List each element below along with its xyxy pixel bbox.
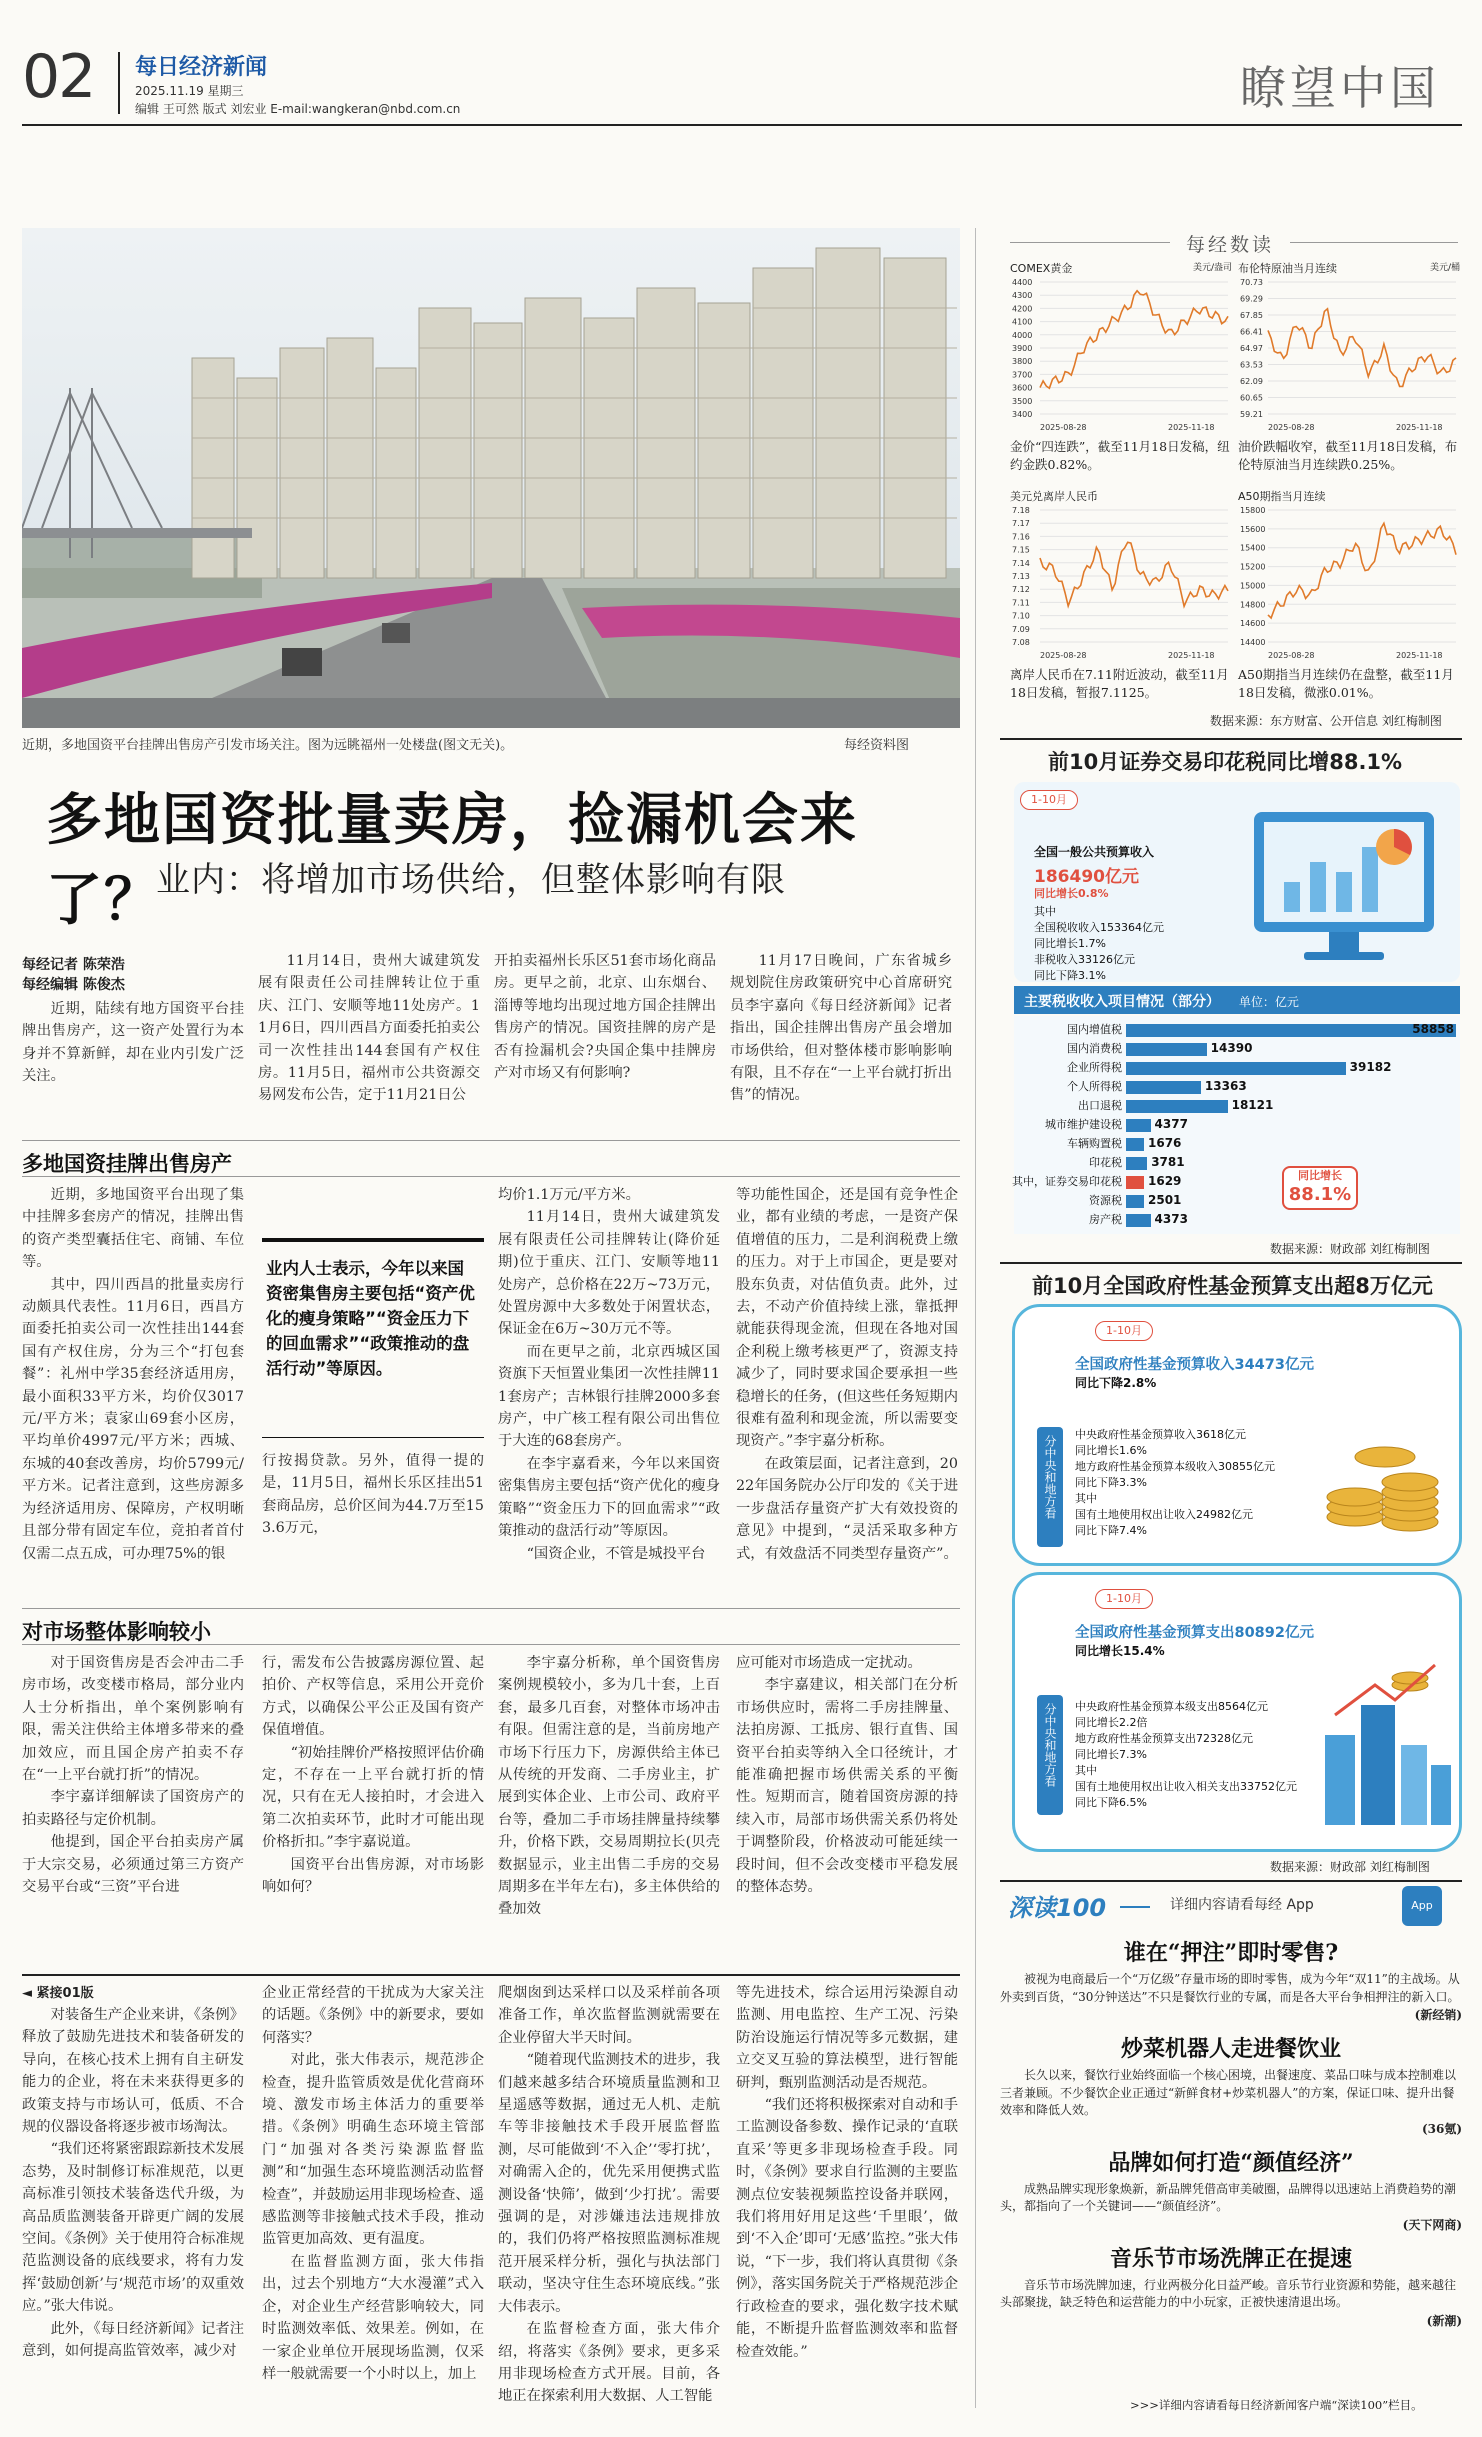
- story-list: [1000, 1936, 1462, 2336]
- deep-brand-rule: [1120, 1906, 1150, 1908]
- editor-line: 编辑 王可然 版式 刘宏业 E-mail:wangkeran@nbd.com.cn: [135, 102, 461, 116]
- tax-source: 数据来源：财政部 刘红梅制图: [1270, 1242, 1430, 1256]
- bar-category-label: 资源税: [1089, 1194, 1122, 1207]
- bar-value-label: 18121: [1231, 1098, 1274, 1112]
- tax-bar-header: [1014, 986, 1460, 1014]
- chart-svg: [1010, 504, 1232, 664]
- cont-col-4: [736, 1982, 958, 2363]
- bar: [1126, 1176, 1144, 1189]
- photo-caption: 近期，多地国资平台挂牌出售房产引发市场关注。图为远眺福州一处楼盘(图文无关)。: [22, 738, 514, 753]
- y-tick-label: 4200: [1012, 304, 1033, 314]
- fund-line: 中央政府性基金预算收入3618亿元: [1075, 1428, 1246, 1441]
- y-tick-label: 14800: [1240, 600, 1266, 610]
- y-tick-label: 7.15: [1012, 545, 1030, 555]
- side-label-box: [1037, 1695, 1063, 1815]
- fund-line: 地方政府性基金预算支出72328亿元: [1075, 1732, 1253, 1745]
- chart-panel-oil: [1238, 260, 1460, 492]
- masthead-divider-vertical: [118, 52, 120, 114]
- story-source: (天下网商): [1402, 2217, 1462, 2232]
- body-paragraph: 李宇嘉建议，相关部门在分析市场供应时，需将二手房挂牌量、法拍房源、工抵房、银行直售、国资平台拍卖等纳入全口径统计，才能准确把握市场供需关系的平衡性。短期而言，随着国资房源的持续入市，局部市场供需关系仍将处于调整阶段，价格波动可能延续一段时间，但不会改变楼市平稳发展的整体态势。: [736, 1677, 958, 1896]
- tax-period-badge: 1-10月: [1020, 790, 1078, 810]
- series-line: [1040, 542, 1228, 606]
- paper-name: 每日经济新闻: [135, 55, 268, 80]
- fund-line: 同比增长1.6%: [1075, 1444, 1147, 1457]
- app-icon-label: App: [1411, 1899, 1433, 1912]
- y-tick-label: 60.65: [1240, 393, 1263, 403]
- intro-paragraph: 开拍卖福州长乐区51套市场化商品房。更早之前，北京、山东烟台、淄博等地均出现过地方国企挂牌出售房产的情况。国资挂牌的房产是否有捡漏机会?央国企集中挂牌房产对市场又有何影响?: [494, 953, 716, 1082]
- masthead-rule: [22, 124, 1462, 126]
- fund-line: 同比增长2.2倍: [1075, 1716, 1148, 1729]
- fund-line: 国有土地使用权出让收入24982亿元: [1075, 1508, 1253, 1521]
- story-text: 长久以来，餐饮行业始终面临一个核心困境，出餐速度、菜品口味与成本控制难以三者兼顾。不少餐饮企业正通过“新鲜食材+炒菜机器人”的方案，保证口味、提升出餐效率和降低人效。: [1000, 2068, 1457, 2117]
- body-paragraph: 对此，张大伟表示，规范涉企检查，提升监管质效是优化营商环境、激发市场主体活力的重要举措。《条例》明确生态环境主管部门“加强对各类污染源监督监测”和“加强生态环境监测活动监督检查”，并鼓励运用非现场检查、遥感监测等非接触式技术手段，推动监管更加高效、更有温度。: [262, 2052, 484, 2248]
- y-tick-label: 69.29: [1240, 294, 1263, 304]
- headline: 多地国资批量卖房，捡漏机会来了？: [46, 787, 858, 933]
- right-rule: [1000, 1880, 1462, 1882]
- bar-value-label: 2501: [1148, 1193, 1182, 1207]
- bar-value-label: 39182: [1349, 1060, 1392, 1074]
- y-tick-label: 62.09: [1240, 377, 1263, 386]
- bar-category-label: 城市维护建设税: [1045, 1118, 1122, 1131]
- editor-byline: 每经编辑 陈俊杰: [22, 977, 125, 993]
- story-title: 品牌如何打造“颜值经济”: [1108, 2149, 1354, 2176]
- y-tick-label: 7.09: [1012, 624, 1030, 634]
- photo-credit: 每经资料图: [844, 738, 910, 753]
- body-paragraph: 企业正常经营的干扰成为大家关注的话题。《条例》中的新要求，要如何落实？: [262, 1985, 484, 2046]
- body-paragraph: 11月14日，贵州大诚建筑发展有限责任公司挂牌转让(降价延期)位于重庆、江门、安顺等地11处房产，总价格在22万~73万元，处置房源中大多数处于闲置状态，保证金在6万~30万元不等。: [498, 1209, 720, 1338]
- story-item[interactable]: [1000, 2242, 1462, 2330]
- tax-sub-item: 同比增长1.7%: [1034, 937, 1106, 950]
- body-paragraph: 对于国资售房是否会冲击二手房市场，改变楼市格局，部分业内人士分析指出，单个案例影响有限，需关注供给主体增多带来的叠加效应，而且国企房产拍卖不存在“一上平台就打折”的情况。: [22, 1655, 244, 1784]
- chart-unit: 美元/盎司: [1192, 263, 1232, 273]
- tax-sub-item: 同比下降3.1%: [1034, 969, 1106, 982]
- fund-line: 同比下降3.3%: [1075, 1476, 1147, 1489]
- chart-note: 金价“四连跌”，截至11月18日发稿，纽约金跌0.82%。: [1010, 439, 1230, 472]
- tax-title: 前10月证券交易印花税同比增88.1%: [1048, 750, 1403, 774]
- bar: [1126, 1214, 1151, 1227]
- y-tick-label: 4400: [1012, 278, 1033, 287]
- y-tick-label: 7.16: [1012, 532, 1030, 542]
- y-tick-label: 7.14: [1012, 558, 1030, 568]
- bar: [1126, 1081, 1201, 1094]
- body-paragraph: 在李宇嘉看来，今年以来国资密集售房主要包括“资产优化的瘦身策略”“资金压力下的回血需求”“政策推动的盘活行动”等原因。: [498, 1455, 720, 1540]
- body-paragraph: “我们还将积极探索对自动和手工监测设备参数、操作记录的‘直联直采’等更多非现场检查手段。同时，《条例》要求自行监测的主要监测点位安装视频监控设备并联网，我们将用好用足这些‘千里眼’，做到‘不入企’即可‘无感’监控。”张大伟说，“下一步，我们将认真贯彻《条例》，落实国务院关于严格规范涉企行政检查的要求，强化数字技术赋能，不断提升监督监测效率和监督检查效能。”: [736, 2097, 958, 2360]
- intro-paragraph: 11月14日，贵州大诚建筑发展有限责任公司挂牌转让位于重庆、江门、安顺等地11处房产。11月6日，四川西昌方面委托拍卖公司一次性挂出144套国有产权住房。11月5日，福州市公共资源交易网发布公告，定于11月21日公: [258, 953, 480, 1104]
- masthead: [0, 0, 1482, 130]
- side-label: 分中央和地方看: [1043, 1703, 1057, 1787]
- column-divider: [975, 228, 976, 2408]
- fund-line: 其中: [1075, 1764, 1097, 1777]
- tax-main-growth: 同比增长0.8%: [1034, 887, 1109, 900]
- body-paragraph: 国资平台出售房源，对市场影响如何？: [262, 1856, 484, 1896]
- bar-category-label: 印花税: [1089, 1156, 1122, 1169]
- fund-line: 同比下降7.4%: [1075, 1524, 1147, 1537]
- bar: [1126, 1157, 1147, 1170]
- fund-line: 国有土地使用权出让收入相关支出33752亿元: [1075, 1780, 1297, 1793]
- y-tick-label: 15600: [1240, 524, 1266, 534]
- bar-category-label: 出口退税: [1078, 1099, 1122, 1112]
- body-paragraph: “初始挂牌价严格按照评估价确定，不存在一上平台就打折的情况，只有在无人接拍时，才会进入第二次拍卖环节，此时才可能出现价格折扣。”李宇嘉说道。: [262, 1744, 484, 1851]
- sec2-col-4: [736, 1652, 958, 1898]
- series-line: [1040, 291, 1228, 388]
- y-tick-label: 3600: [1012, 383, 1033, 393]
- y-tick-label: 3400: [1012, 410, 1033, 419]
- intro-paragraph: 11月17日晚间，广东省城乡规划院住房政策研究中心首席研究员李宇嘉向《每日经济新闻》记者指出，国企挂牌出售房产虽会增加市场供给，但对整体楼市影响影响有限，且不存在“一上平台就打折出售”的情况。: [730, 953, 952, 1104]
- bar: [1126, 1043, 1207, 1056]
- body-paragraph: 等功能性国企，还是国有竞争性企业，都有业绩的考虑，一是资产保值增值的压力，二是利润税费上缴的压力。对于上市国企，更是要对股东负责，对估值负责。此外，过去，不动产价值持续上涨，靠抵押就能获得现金流，但现在各地对国企利税上缴考核更严了，资源支持减少了，同时要求国企要承担一些稳增长的任务，(但这些任务短期内很难有盈利和现金流，所以需要变现资产。”李宇嘉分析称。: [736, 1187, 958, 1450]
- body-paragraph: 爬烟囱到达采样口以及采样前各项准备工作，单次监督监测就需要在企业停留大半天时间。: [498, 1985, 720, 2046]
- sec2-col-2: [262, 1652, 484, 1898]
- pullquote-text: 业内人士表示，今年以来国资密集售房主要包括“资产优化的瘦身策略”“资金压力下的回血需求”“政策推动的盘活行动”等原因。: [266, 1259, 475, 1378]
- bar-value-label: 13363: [1204, 1079, 1247, 1093]
- deep-brand: 深读100: [1008, 1894, 1107, 1922]
- chart-panel-gold: [1010, 260, 1232, 492]
- chart-title: 布伦特原油当月连续: [1238, 262, 1337, 275]
- x-tick-label: 2025-08-28: [1268, 423, 1315, 432]
- tax-main-value: 186490亿元: [1034, 867, 1139, 887]
- body-paragraph: 此外，《每日经济新闻》记者注意到，如何提高监管效率，减少对: [22, 2320, 244, 2360]
- chart-unit: 美元/桶: [1429, 263, 1460, 273]
- body-paragraph: 在监督检查方面，张大伟介绍，将落实《条例》要求，更多采用非现场检查方式开展。目前，各地正在探索利用大数据、人工智能: [498, 2321, 720, 2405]
- y-tick-label: 7.18: [1012, 506, 1030, 515]
- tax-bar-chart: [1014, 1016, 1460, 1234]
- body-paragraph: “随着现代监测技术的进步，我们越来越多结合环境质量监测和卫星遥感等数据，通过无人机、走航车等非接触技术手段开展监督监测，尽可能做到‘不入企’‘零打扰’，对确需入企的，优先采用便携式监测设备‘快筛’，做到‘少打扰’。需要强调的是，对涉嫌违法违规排放的，我们仍将严格按照监测标准规范开展采样分析，强化与执法部门联动，坚决守住生态环境底线。”张大伟表示。: [498, 2052, 720, 2315]
- body-paragraph: 其中，四川西昌的批量卖房行动颇具代表性。11月6日，西昌方面委托拍卖公司一次性挂出144套国有产权住房，分为三个“打包套餐”：礼州中学35套经济适用房，最小面积33平方米，均价仅3017元/平方米；袁家山69套小区房，平均单价4997元/平方米；西城、东城的40套改善房，均价5799元/平方米。记者注意到，这些房源多为经济适用房、保障房，产权明晰且部分带有固定车位，竞拍者首付仅需二点五成，可办理75%的银: [22, 1276, 244, 1562]
- bar-value-label: 58858: [1412, 1022, 1454, 1036]
- x-tick-label: 2025-08-28: [1040, 423, 1087, 432]
- y-tick-label: 63.53: [1240, 360, 1263, 370]
- body-paragraph: 对装备生产企业来讲，《条例》释放了鼓励先进技术和装备研发的导向，在核心技术上拥有自主研发能力的企业，将在未来获得更多的政策支持与市场认可，低质、不合规的仪器设备将逐步被市场淘汰。: [22, 2007, 244, 2136]
- chart-title: COMEX黄金: [1010, 262, 1073, 275]
- side-label: 分中央和地方看: [1043, 1435, 1057, 1519]
- y-tick-label: 7.10: [1012, 611, 1030, 621]
- fund-income-box: [1012, 1304, 1462, 1566]
- fund-period-badge: 1-10月: [1095, 1589, 1153, 1609]
- fund-income-head: 全国政府性基金预算收入34473亿元: [1075, 1357, 1314, 1373]
- body-paragraph: “国资企业，不管是城投平台: [526, 1545, 706, 1562]
- x-tick-label: 2025-08-28: [1040, 651, 1087, 660]
- chart-svg: [1238, 276, 1460, 436]
- deep-prompt: 详细内容请看每经 App: [1170, 1897, 1314, 1913]
- chart-note: 油价跌幅收窄，截至11月18日发稿，布伦特原油当月连续跌0.25%。: [1238, 439, 1458, 472]
- section-title-2: 对市场整体影响较小: [22, 1620, 211, 1644]
- fund-line: 同比增长7.3%: [1075, 1748, 1147, 1761]
- y-tick-label: 15400: [1240, 543, 1266, 553]
- y-tick-label: 59.21: [1240, 410, 1263, 419]
- growth-callout-label: 同比增长: [1298, 1169, 1342, 1182]
- deep-footer[interactable]: >>>详细内容请看每日经济新闻客户端“深读100”栏目。: [1130, 2398, 1423, 2412]
- city-skyline-illustration: [22, 228, 960, 728]
- tax-main-label: 全国一般公共预算收入: [1034, 845, 1155, 859]
- story-source: (新潮): [1426, 2313, 1462, 2328]
- section-rule: [22, 1140, 960, 1141]
- y-tick-label: 3700: [1012, 370, 1033, 380]
- sec1-col-3: [498, 1184, 720, 1565]
- tax-sub-item: 全国税收收入153364亿元: [1034, 921, 1164, 934]
- page-number: 02: [22, 42, 95, 112]
- tax-bar-title: 主要税收收入项目情况（部分）: [1024, 994, 1220, 1010]
- x-tick-label: 2025-11-18: [1396, 651, 1443, 660]
- right-rule: [1000, 1262, 1462, 1264]
- x-tick-label: 2025-11-18: [1168, 423, 1215, 432]
- reading-header: 每经数读: [1186, 234, 1275, 256]
- y-tick-label: 70.73: [1240, 278, 1263, 287]
- bar: [1126, 1100, 1228, 1113]
- body-paragraph: 而在更早之前，北京西城区国资旗下天恒置业集团一次性挂牌111套房产；吉林银行挂牌2000多套房产，中广核工程有限公司出售位于大连的68套房产。: [498, 1343, 720, 1450]
- story-text: 成熟品牌实现形象焕新，新品牌凭借高审美破圈，品牌得以迅速站上消费趋势的潮头，都指向了一个关键词——“颜值经济”。: [1000, 2181, 1457, 2213]
- y-tick-label: 67.85: [1240, 311, 1263, 320]
- coins-icon: [1315, 1397, 1455, 1547]
- pullquote-box: [262, 1238, 484, 1438]
- subheadline: 业内：将增加市场供给，但整体影响有限: [156, 860, 786, 900]
- y-tick-label: 7.17: [1012, 519, 1030, 529]
- sec1-col-2: [262, 1450, 484, 1540]
- body-paragraph: 在政策层面，记者注意到，2022年国务院办公厅印发的《关于进一步盘活存量资产扩大有效投资的意见》中提到，“灵活采取多种方式，有效盘活不同类型存量资产”。: [736, 1455, 958, 1562]
- bar-category-label: 国内消费税: [1067, 1042, 1122, 1055]
- fund-expense-growth: 同比增长15.4%: [1075, 1644, 1165, 1658]
- section-rule: [22, 1644, 960, 1645]
- y-tick-label: 3500: [1012, 396, 1033, 406]
- body-paragraph: 均价1.1万元/平方米。: [498, 1187, 640, 1203]
- story-item[interactable]: [1000, 2032, 1462, 2138]
- bar-value-label: 4377: [1154, 1117, 1188, 1131]
- fund-source: 数据来源：财政部 刘红梅制图: [1270, 1860, 1430, 1874]
- fund-expense-head: 全国政府性基金预算支出80892亿元: [1075, 1625, 1314, 1641]
- bar-category-label: 个人所得税: [1067, 1080, 1122, 1093]
- story-source: (36氪): [1421, 2121, 1462, 2136]
- tax-bar-unit: 单位：亿元: [1238, 995, 1299, 1009]
- monitor-chart-illustration: [1234, 792, 1454, 977]
- story-source: (新经销): [1414, 2008, 1462, 2022]
- bar-category-label: 国内增值税: [1067, 1023, 1122, 1036]
- buildings-icon: [1315, 1645, 1455, 1835]
- cont-col-1: [22, 2004, 244, 2363]
- y-tick-label: 4300: [1012, 291, 1033, 301]
- body-paragraph: “我们还将紧密跟踪新技术发展态势，及时制修订标准规范，以更高标准引领技术装备迭代升级，为高品质监测装备开辟更广阔的发展空间。《条例》关于使用符合标准规范监测设备的底线要求，将有力发挥‘鼓励创新’与‘规范市场’的双重效应。”张大伟说。: [22, 2141, 244, 2315]
- app-qr-icon[interactable]: [1402, 1886, 1442, 1926]
- y-tick-label: 7.12: [1012, 585, 1030, 595]
- body-paragraph: 行，需发布公告披露房源位置、起拍价、产权等信息，采用公开竞价方式，以确保公平公正及国有资产保值增值。: [262, 1655, 484, 1739]
- y-tick-label: 7.11: [1012, 598, 1030, 608]
- continued-label: ◄ 紧接01版: [22, 1986, 94, 2001]
- lead-photo: [22, 228, 960, 728]
- intro-col-3: [494, 950, 716, 1084]
- y-tick-label: 7.08: [1012, 638, 1030, 647]
- right-rule: [1000, 738, 1462, 740]
- section-rule: [22, 1608, 960, 1609]
- body-paragraph: 应可能对市场造成一定扰动。: [736, 1655, 922, 1671]
- fund-title: 前10月全国政府性基金预算支出超8万亿元: [1032, 1274, 1433, 1298]
- bar-value-label: 14390: [1210, 1041, 1253, 1055]
- bar-value-label: 4373: [1154, 1212, 1188, 1226]
- bar: [1126, 1195, 1144, 1208]
- story-item[interactable]: [1000, 2146, 1462, 2234]
- bar: [1126, 1119, 1151, 1132]
- reading-header-rule: [1010, 242, 1170, 243]
- y-tick-label: 15200: [1240, 562, 1266, 572]
- cont-col-3: [498, 1982, 720, 2408]
- chart-svg: [1238, 504, 1460, 664]
- continued-text: 紧接01版: [36, 1986, 94, 2001]
- section-title-1: 多地国资挂牌出售房产: [22, 1152, 232, 1176]
- y-tick-label: 14600: [1240, 619, 1266, 629]
- y-tick-label: 15000: [1240, 581, 1266, 591]
- fund-line: 同比下降6.5%: [1075, 1796, 1147, 1809]
- chart-title: A50期指当月连续: [1238, 490, 1326, 503]
- section-name: 瞭望中国: [1240, 61, 1440, 115]
- x-tick-label: 2025-08-28: [1268, 651, 1315, 660]
- fund-line: 地方政府性基金预算本级收入30855亿元: [1075, 1460, 1275, 1473]
- continued-rule: [22, 1974, 960, 1976]
- body-paragraph: 李宇嘉详细解读了国资房产的拍卖路径与定价机制。: [22, 1789, 244, 1828]
- y-tick-label: 3900: [1012, 344, 1033, 353]
- bar-value-label: 3781: [1151, 1155, 1185, 1169]
- bar-category-label: 企业所得税: [1067, 1061, 1122, 1074]
- fund-income-growth: 同比下降2.8%: [1075, 1376, 1157, 1390]
- bar-value-label: 1629: [1148, 1174, 1182, 1188]
- body-paragraph: 他提到，国企平台拍卖房产属于大宗交易，必须通过第三方资产交易平台或“三资”平台进: [22, 1834, 244, 1896]
- bar-value-label: 1676: [1148, 1136, 1182, 1150]
- growth-callout: [1282, 1166, 1358, 1210]
- story-title: 谁在“押注”即时零售?: [1123, 1940, 1339, 1966]
- chart-note: A50期指当月连续仍在盘整，截至11月18日发稿，微涨0.01%。: [1238, 667, 1454, 700]
- body-paragraph: 行按揭贷款。另外，值得一提的是，11月5日，福州长乐区挂出51套商品房，总价区间为44.7万至153.6万元，: [262, 1453, 484, 1537]
- y-tick-label: 66.41: [1240, 327, 1263, 337]
- body-paragraph: 在监督监测方面，张大伟指出，过去个别地方“大水漫灌”式入企，对企业生产经营影响较大，同时监测效率低、效果差。例如，在一家企业单位开展现场监测，仅采样一般就需要一个小时以上，加上: [262, 2253, 484, 2382]
- intro-col-1: [22, 998, 244, 1088]
- bar-category-label: 其中，证券交易印花税: [1012, 1175, 1122, 1188]
- y-tick-label: 14400: [1240, 638, 1266, 647]
- chart-title: 美元兑离岸人民币: [1010, 490, 1098, 503]
- reporter-byline: 每经记者 陈荣浩: [22, 957, 125, 973]
- y-tick-label: 4100: [1012, 317, 1033, 327]
- story-title: 炒菜机器人走进餐饮业: [1120, 2036, 1341, 2062]
- side-label-box: [1037, 1427, 1063, 1547]
- fund-period-badge: 1-10月: [1095, 1321, 1153, 1341]
- bar: [1126, 1138, 1144, 1151]
- x-tick-label: 2025-11-18: [1168, 651, 1215, 660]
- intro-paragraph: 近期，陆续有地方国资平台挂牌出售房产，这一资产处置行为本身并不算新鲜，却在业内引发广泛关注。: [22, 1001, 244, 1085]
- sec1-col-1: [22, 1184, 244, 1565]
- body-paragraph: 等先进技术，综合运用污染源自动监测、用电监控、生产工况、污染防治设施运行情况等多元数据，建立交叉互验的算法模型，进行智能研判，甄别监测活动是否规范。: [736, 1985, 958, 2091]
- sec1-col-4: [736, 1184, 958, 1565]
- section-rule: [22, 1176, 960, 1177]
- y-tick-label: 15800: [1240, 506, 1266, 515]
- fund-line: 中央政府性基金预算本级支出8564亿元: [1075, 1700, 1268, 1713]
- y-tick-label: 4000: [1012, 330, 1033, 340]
- body-paragraph: 李宇嘉分析称，单个国资售房案例规模较小，多为几十套，上百套，最多几百套，对整体市场冲击有限。但需注意的是，当前房地产市场下行压力下，房源供给主体已从传统的开发商、二手房业主，扩展到实体企业、上市公司、政府平台等，叠加二手市场挂牌量持续攀升，价格下跌，交易周期拉长(贝壳数据显示，业主出售二手房的交易周期多在半年左右)，多主体供给的叠加效: [498, 1655, 720, 1918]
- fund-expense-box: [1012, 1572, 1462, 1852]
- tax-sub-item: 非税收入33126亿元: [1034, 953, 1135, 966]
- issue-date: 2025.11.19 星期三: [135, 84, 244, 98]
- fund-line: 其中: [1075, 1492, 1097, 1505]
- bar-category-label: 车辆购置税: [1067, 1137, 1122, 1150]
- intro-col-2: [258, 950, 480, 1107]
- sec2-col-3: [498, 1652, 720, 1921]
- bar: [1126, 1024, 1456, 1037]
- intro-col-4: [730, 950, 952, 1107]
- story-text: 音乐节市场洗牌加速，行业两极分化日益严峻。音乐节行业资源和势能，越来越往头部聚拢，缺乏特色和运营能力的中小玩家，正被快速清退出场。: [1000, 2277, 1457, 2309]
- tax-infographic: [1014, 782, 1460, 982]
- reading-header-rule: [1290, 242, 1458, 243]
- story-item[interactable]: [1000, 1936, 1462, 2024]
- x-tick-label: 2025-11-18: [1396, 423, 1443, 432]
- reading-source: 数据来源：东方财富、公开信息 刘红梅制图: [1210, 714, 1442, 728]
- chart-panel-a50: [1238, 488, 1460, 720]
- story-text: 被视为电商最后一个“万亿级”存量市场的即时零售，成为今年“双11”的主战场。从外卖到百货，“30分钟送达”不只是餐饮行业的专属，而是各大平台争相押注的新入口。: [1000, 1972, 1460, 2004]
- story-title: 音乐节市场洗牌正在提速: [1109, 2245, 1352, 2272]
- body-paragraph: 近期，多地国资平台出现了集中挂牌多套房产的情况，挂牌出售的资产类型囊括住宅、商铺、车位等。: [22, 1187, 244, 1271]
- chart-note: 离岸人民币在7.11附近波动，截至11月18日发稿，暂报7.1125。: [1010, 667, 1229, 700]
- y-tick-label: 3800: [1012, 357, 1033, 367]
- bar-category-label: 房产税: [1089, 1213, 1122, 1226]
- tax-sub-item: 其中: [1034, 905, 1056, 918]
- sec2-col-1: [22, 1652, 244, 1898]
- chart-panel-cnh: [1010, 488, 1232, 720]
- y-tick-label: 64.97: [1240, 344, 1263, 353]
- chart-svg: [1010, 276, 1232, 436]
- growth-callout-value: 88.1%: [1288, 1184, 1352, 1205]
- bar: [1126, 1062, 1346, 1075]
- cont-col-2: [262, 1982, 484, 2385]
- y-tick-label: 7.13: [1012, 572, 1030, 581]
